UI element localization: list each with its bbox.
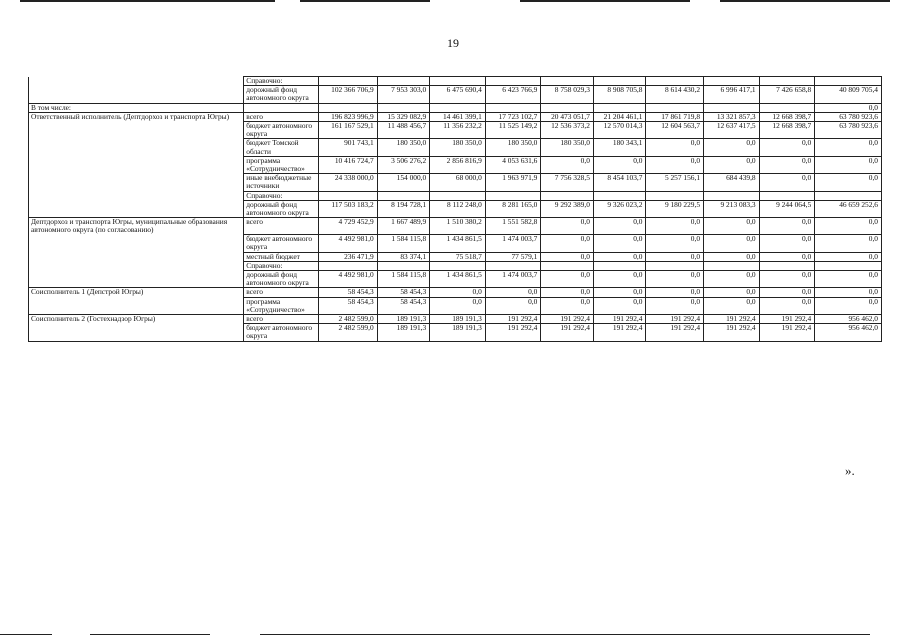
value-cell: 8 112 248,0 [430,200,486,217]
row-executor-cell: Соисполнитель 1 (Депстрой Югры) [29,288,244,297]
value-cell: 20 473 051,7 [541,112,594,121]
value-cell: 236 471,9 [319,252,378,261]
value-cell: 8 758 029,3 [541,86,594,103]
value-cell: 180 343,1 [593,139,646,156]
value-cell [759,191,815,200]
row-executor-cell: Ответственный исполнитель (Дептдорхоз и транспорта Югры) [29,112,244,121]
row-executor-cell [29,174,244,191]
row-executor-cell: Дептдорхоз и транспорта Югры, муниципальные образования автономного округа (по согласованию) [29,218,244,235]
value-cell: 0,0 [759,252,815,261]
value-cell: 0,0 [646,297,704,314]
value-cell: 9 180 229,5 [646,200,704,217]
value-cell: 1 434 861,5 [430,235,486,252]
value-cell [759,103,815,112]
value-cell [485,261,541,270]
row-source-cell: местный бюджет [244,252,319,261]
row-executor-cell [29,270,244,287]
value-cell [593,261,646,270]
value-cell [430,77,486,86]
value-cell: 8 614 430,2 [646,86,704,103]
value-cell: 0,0 [759,297,815,314]
value-cell: 0,0 [704,252,760,261]
value-cell: 196 823 996,9 [319,112,378,121]
value-cell [646,191,704,200]
row-source-cell: бюджет автономного округа [244,235,319,252]
value-cell: 0,0 [485,288,541,297]
table-row [29,77,882,86]
row-source-cell: дорожный фонд автономного округа [244,200,319,217]
value-cell [815,77,882,86]
value-cell: 58 454,3 [377,288,430,297]
row-executor-cell [29,77,244,86]
value-cell: 12 668 398,7 [759,122,815,139]
row-source-cell: всего [244,314,319,323]
value-cell: 4 053 631,6 [485,156,541,173]
value-cell: 7 756 328,5 [541,174,594,191]
value-cell [319,191,378,200]
value-cell: 1 474 003,7 [485,235,541,252]
table-row [29,191,882,200]
value-cell: 9 292 389,0 [541,200,594,217]
value-cell: 75 518,7 [430,252,486,261]
value-cell: 0,0 [759,139,815,156]
value-cell: 191 292,4 [704,324,760,341]
value-cell [646,103,704,112]
value-cell: 1 584 115,8 [377,270,430,287]
value-cell: 0,0 [646,139,704,156]
value-cell: 191 292,4 [541,324,594,341]
value-cell: 180 350,0 [541,139,594,156]
value-cell: 0,0 [704,156,760,173]
value-cell: 2 482 599,0 [319,324,378,341]
value-cell: 1 584 115,8 [377,235,430,252]
value-cell: 191 292,4 [485,314,541,323]
table-row [29,261,882,270]
value-cell [377,103,430,112]
value-cell: 63 780 923,6 [815,112,882,121]
value-cell: 5 257 156,1 [646,174,704,191]
value-cell: 189 191,3 [377,314,430,323]
row-executor-cell [29,252,244,261]
value-cell: 0,0 [704,218,760,235]
table-row [29,174,882,191]
value-cell: 15 329 082,9 [377,112,430,121]
row-source-cell: бюджет автономного округа [244,122,319,139]
value-cell [319,103,378,112]
value-cell: 58 454,3 [319,297,378,314]
row-source-cell: дорожный фонд автономного округа [244,270,319,287]
table-row [29,270,882,287]
value-cell: 191 292,4 [646,314,704,323]
value-cell: 191 292,4 [593,324,646,341]
table-row [29,297,882,314]
table-row [29,288,882,297]
value-cell: 102 366 706,9 [319,86,378,103]
value-cell: 0,0 [541,288,594,297]
value-cell: 0,0 [815,218,882,235]
value-cell: 83 374,1 [377,252,430,261]
value-cell: 0,0 [646,156,704,173]
value-cell: 180 350,0 [485,139,541,156]
value-cell: 6 423 766,9 [485,86,541,103]
value-cell [646,77,704,86]
value-cell: 12 570 014,3 [593,122,646,139]
value-cell: 0,0 [815,288,882,297]
value-cell: 6 996 417,1 [704,86,760,103]
value-cell: 58 454,3 [319,288,378,297]
value-cell: 0,0 [593,235,646,252]
value-cell [815,191,882,200]
value-cell: 14 461 399,1 [430,112,486,121]
value-cell [593,103,646,112]
row-executor-cell [29,86,244,103]
value-cell: 0,0 [704,235,760,252]
value-cell: 9 244 064,5 [759,200,815,217]
value-cell: 8 281 165,0 [485,200,541,217]
row-executor-cell [29,156,244,173]
value-cell: 0,0 [541,270,594,287]
value-cell [430,261,486,270]
value-cell [593,77,646,86]
table-row [29,139,882,156]
value-cell: 0,0 [704,288,760,297]
row-source-cell: Справочно: [244,77,319,86]
value-cell: 0,0 [430,288,486,297]
value-cell: 4 492 981,0 [319,270,378,287]
value-cell: 12 668 398,7 [759,112,815,121]
value-cell: 189 191,3 [430,324,486,341]
value-cell: 154 000,0 [377,174,430,191]
value-cell: 956 462,0 [815,324,882,341]
row-executor-cell: В том числе: [29,103,244,112]
value-cell: 0,0 [646,270,704,287]
value-cell: 0,0 [593,270,646,287]
value-cell [541,103,594,112]
value-cell [485,77,541,86]
value-cell [759,261,815,270]
table-row [29,156,882,173]
value-cell: 0,0 [646,252,704,261]
value-cell: 0,0 [759,235,815,252]
value-cell: 191 292,4 [704,314,760,323]
scan-bottom-edge [0,632,905,636]
closing-mark: ». [845,463,855,478]
value-cell: 12 637 417,5 [704,122,760,139]
row-source-cell: всего [244,288,319,297]
value-cell: 17 723 102,7 [485,112,541,121]
value-cell: 7 953 303,0 [377,86,430,103]
value-cell: 17 861 719,8 [646,112,704,121]
value-cell: 180 350,0 [430,139,486,156]
value-cell: 191 292,4 [541,314,594,323]
value-cell: 3 506 276,2 [377,156,430,173]
value-cell: 46 659 252,6 [815,200,882,217]
budget-table [28,76,882,342]
value-cell: 8 454 103,7 [593,174,646,191]
value-cell: 77 579,1 [485,252,541,261]
value-cell [593,191,646,200]
value-cell: 1 510 380,2 [430,218,486,235]
value-cell: 0,0 [759,270,815,287]
value-cell: 0,0 [759,174,815,191]
value-cell [704,191,760,200]
row-executor-cell [29,200,244,217]
row-executor-cell: Соисполнитель 2 (Гостехнадзор Югры) [29,314,244,323]
value-cell [319,261,378,270]
table-row [29,314,882,323]
value-cell: 117 503 183,2 [319,200,378,217]
value-cell [541,191,594,200]
value-cell: 0,0 [541,156,594,173]
value-cell: 0,0 [815,235,882,252]
value-cell: 0,0 [759,156,815,173]
value-cell: 21 204 461,1 [593,112,646,121]
table-row [29,218,882,235]
value-cell: 11 525 149,2 [485,122,541,139]
table-row [29,103,882,112]
value-cell: 8 908 705,8 [593,86,646,103]
value-cell: 191 292,4 [485,324,541,341]
value-cell: 0,0 [430,297,486,314]
value-cell: 0,0 [593,252,646,261]
row-executor-cell [29,261,244,270]
value-cell: 0,0 [759,218,815,235]
row-source-cell: дорожный фонд автономного округа [244,86,319,103]
value-cell [759,77,815,86]
row-executor-cell [29,297,244,314]
value-cell: 0,0 [815,139,882,156]
value-cell: 1 963 971,9 [485,174,541,191]
value-cell: 0,0 [815,252,882,261]
value-cell: 0,0 [704,270,760,287]
value-cell: 684 439,8 [704,174,760,191]
row-source-cell: бюджет Томской области [244,139,319,156]
row-source-cell: программа «Сотрудничество» [244,297,319,314]
row-source-cell [244,103,319,112]
value-cell [704,77,760,86]
row-executor-cell [29,122,244,139]
table-row [29,86,882,103]
value-cell: 24 338 000,0 [319,174,378,191]
value-cell: 0,0 [646,235,704,252]
value-cell: 0,0 [704,139,760,156]
value-cell [815,261,882,270]
value-cell: 0,0 [704,297,760,314]
value-cell: 11 356 232,2 [430,122,486,139]
value-cell: 11 488 456,7 [377,122,430,139]
value-cell [485,103,541,112]
value-cell: 2 856 816,9 [430,156,486,173]
value-cell: 0,0 [815,156,882,173]
page-number: 19 [447,36,459,50]
value-cell: 0,0 [815,270,882,287]
value-cell: 58 454,3 [377,297,430,314]
value-cell [485,191,541,200]
value-cell: 0,0 [541,218,594,235]
table-row [29,112,882,121]
value-cell: 12 536 373,2 [541,122,594,139]
value-cell: 189 191,3 [430,314,486,323]
value-cell: 0,0 [593,297,646,314]
value-cell [704,103,760,112]
row-executor-cell [29,235,244,252]
table-row [29,122,882,139]
value-cell: 1 551 582,8 [485,218,541,235]
value-cell: 191 292,4 [593,314,646,323]
row-source-cell: иные внебюджетные источники [244,174,319,191]
value-cell [319,77,378,86]
table-row [29,324,882,341]
value-cell: 68 000,0 [430,174,486,191]
row-source-cell: бюджет автономного округа [244,324,319,341]
value-cell [377,77,430,86]
row-executor-cell [29,191,244,200]
value-cell: 0,0 [759,288,815,297]
value-cell: 40 809 705,4 [815,86,882,103]
table-row [29,200,882,217]
value-cell: 0,0 [815,297,882,314]
value-cell: 9 326 023,2 [593,200,646,217]
value-cell [430,191,486,200]
table-row [29,252,882,261]
value-cell: 2 482 599,0 [319,314,378,323]
value-cell: 0,0 [815,103,882,112]
value-cell [430,103,486,112]
value-cell: 9 213 083,3 [704,200,760,217]
value-cell: 0,0 [593,288,646,297]
value-cell: 191 292,4 [759,324,815,341]
value-cell: 63 780 923,6 [815,122,882,139]
value-cell: 0,0 [593,156,646,173]
value-cell: 0,0 [593,218,646,235]
row-source-cell: программа «Сотрудничество» [244,156,319,173]
value-cell [704,261,760,270]
row-source-cell: Справочно: [244,261,319,270]
value-cell: 0,0 [541,235,594,252]
value-cell: 191 292,4 [759,314,815,323]
value-cell [541,261,594,270]
row-executor-cell [29,139,244,156]
value-cell: 0,0 [541,297,594,314]
value-cell [377,191,430,200]
table-row [29,235,882,252]
value-cell [377,261,430,270]
value-cell [541,77,594,86]
value-cell: 6 475 690,4 [430,86,486,103]
value-cell: 1 434 861,5 [430,270,486,287]
value-cell: 191 292,4 [646,324,704,341]
value-cell [646,261,704,270]
value-cell: 0,0 [646,218,704,235]
value-cell: 13 321 857,3 [704,112,760,121]
row-source-cell: всего [244,112,319,121]
value-cell: 4 729 452,9 [319,218,378,235]
value-cell: 0,0 [646,288,704,297]
value-cell: 0,0 [815,174,882,191]
row-source-cell: Справочно: [244,191,319,200]
value-cell: 901 743,1 [319,139,378,156]
value-cell: 161 167 529,1 [319,122,378,139]
table-body [29,77,882,342]
value-cell: 956 462,0 [815,314,882,323]
value-cell: 1 667 489,9 [377,218,430,235]
value-cell: 0,0 [541,252,594,261]
row-executor-cell [29,324,244,341]
value-cell: 10 416 724,7 [319,156,378,173]
value-cell: 180 350,0 [377,139,430,156]
value-cell: 8 194 728,1 [377,200,430,217]
value-cell: 1 474 003,7 [485,270,541,287]
value-cell: 189 191,3 [377,324,430,341]
value-cell: 12 604 563,7 [646,122,704,139]
value-cell: 0,0 [485,297,541,314]
value-cell: 4 492 981,0 [319,235,378,252]
row-source-cell: всего [244,218,319,235]
scan-top-edge [0,0,905,2]
value-cell: 7 426 658,8 [759,86,815,103]
